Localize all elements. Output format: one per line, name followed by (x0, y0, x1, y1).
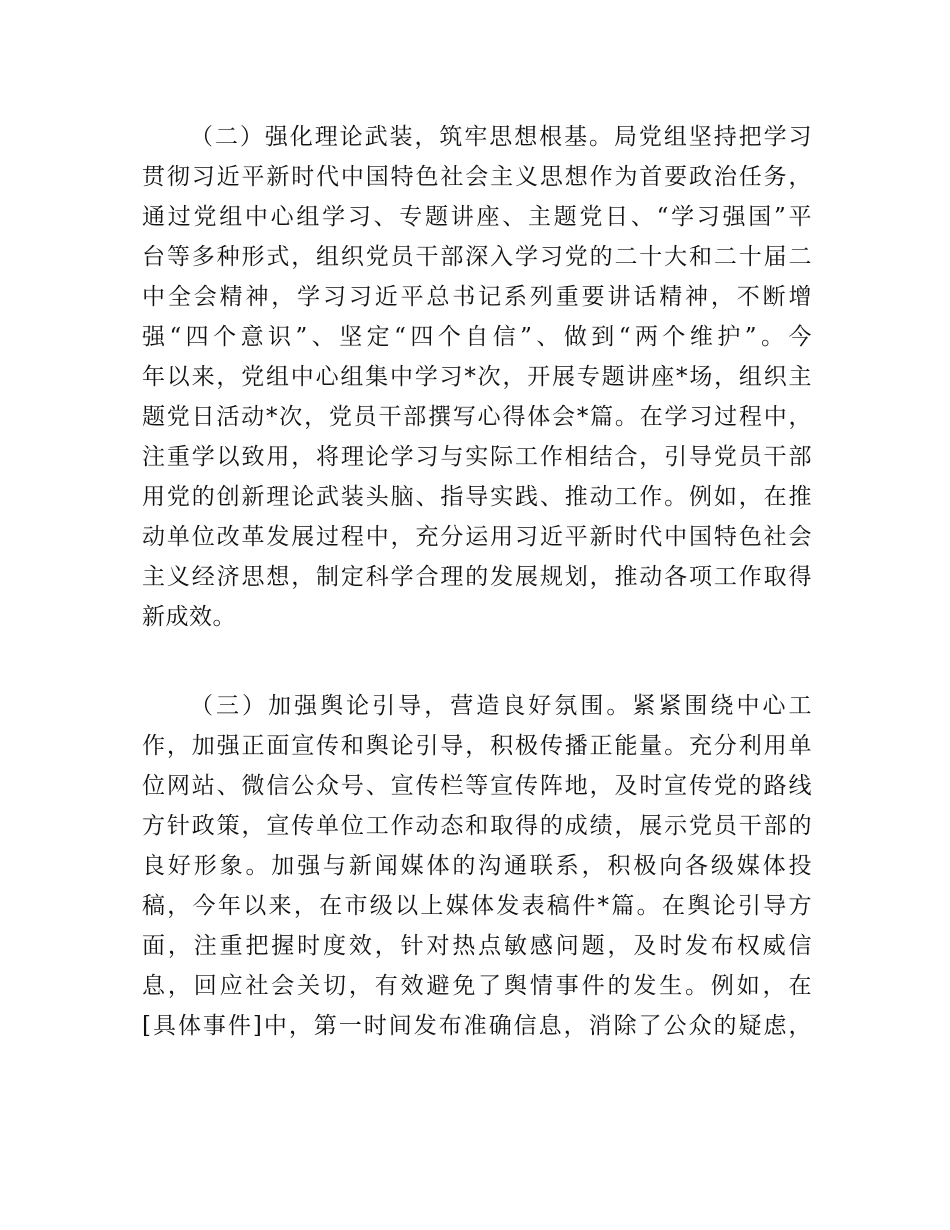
paragraph-line: 注重学以致用，将理论学习与实际工作相结合，引导党员干部 (142, 444, 812, 470)
paragraph-line: 题党日活动*次，党员干部撰写心得体会*篇。在学习过程中， (142, 404, 812, 430)
paragraph-line: [具体事件]中，第一时间发布准确信息，消除了公众的疑虑， (142, 1013, 812, 1039)
paragraph-line: 中全会精神，学习习近平总书记系列重要讲话精神，不断增 (142, 284, 812, 310)
paragraph-line: 台等多种形式，组织党员干部深入学习党的二十大和二十届二 (142, 244, 812, 270)
paragraph-line: 方针政策，宣传单位工作动态和取得的成绩，展示党员干部的 (142, 813, 812, 839)
paragraph-line: 通过党组中心组学习、专题讲座、主题党日、“学习强国”平 (142, 204, 812, 230)
paragraph-line: 良好形象。加强与新闻媒体的沟通联系，积极向各级媒体投 (142, 853, 812, 879)
paragraph-strengthen-theory (142, 117, 812, 637)
paragraph-line: 主义经济思想，制定科学合理的发展规划，推动各项工作取得 (142, 564, 812, 590)
paragraph-line: （三）加强舆论引导，营造良好氛围。紧紧围绕中心工 (190, 693, 812, 719)
paragraph-line: 作，加强正面宣传和舆论引导，积极传播正能量。充分利用单 (142, 733, 812, 759)
paragraph-line: 贯彻习近平新时代中国特色社会主义思想作为首要政治任务， (142, 164, 812, 190)
paragraph-line: 用党的创新理论武装头脑、指导实践、推动工作。例如，在推 (142, 484, 812, 510)
paragraph-line: 强“四个意识”、坚定“四个自信”、做到“两个维护”。今 (142, 324, 812, 350)
paragraph-line: 动单位改革发展过程中，充分运用习近平新时代中国特色社会 (142, 524, 812, 550)
paragraph-line: （二）强化理论武装，筑牢思想根基。局党组坚持把学习 (190, 124, 812, 150)
paragraph-line: 息，回应社会关切，有效避免了舆情事件的发生。例如，在 (142, 973, 812, 999)
paragraph-public-opinion (142, 686, 812, 1046)
paragraph-line: 面，注重把握时度效，针对热点敏感问题，及时发布权威信 (142, 933, 812, 959)
paragraph-line: 稿，今年以来，在市级以上媒体发表稿件*篇。在舆论引导方 (142, 893, 812, 919)
paragraph-line: 位网站、微信公众号、宣传栏等宣传阵地，及时宣传党的路线 (142, 773, 812, 799)
paragraph-line: 新成效。 (142, 604, 236, 630)
paragraph-line: 年以来，党组中心组集中学习*次，开展专题讲座*场，组织主 (142, 364, 812, 390)
